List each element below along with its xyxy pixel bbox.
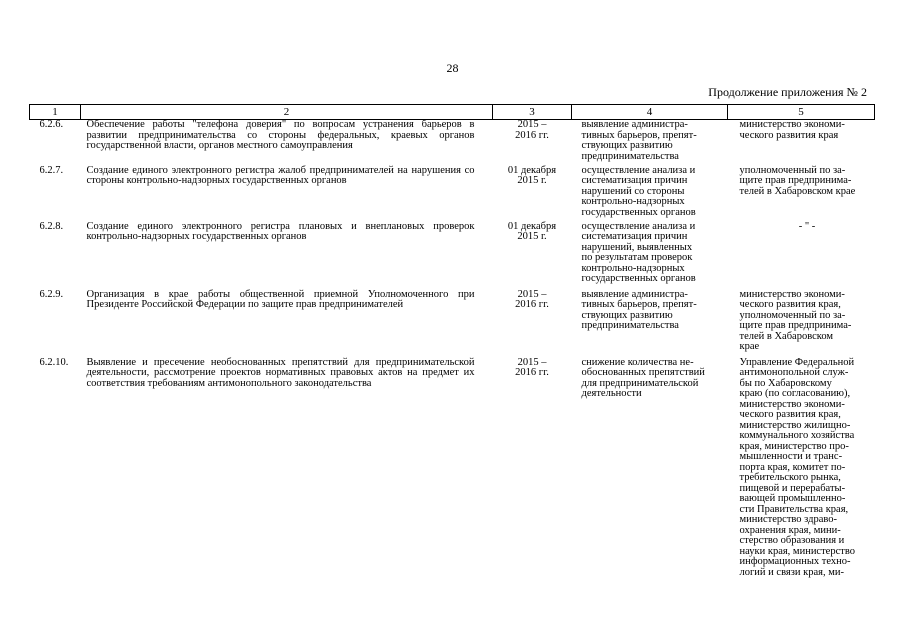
measure-term: [493, 222, 572, 290]
responsible-line: министерство экономи-: [739, 119, 845, 130]
table-row: [30, 358, 875, 598]
header-col-4: 4: [572, 105, 728, 120]
term-line: 2016 гг.: [515, 129, 549, 141]
measure-result: [572, 166, 728, 222]
responsible-line: вающей промышленно-: [739, 493, 846, 504]
responsible-line: антимонопольной служ-: [739, 367, 849, 378]
responsible-line: телей в Хабаровском крае: [739, 185, 856, 197]
table-row: [30, 290, 875, 358]
responsible-line: требительского рынка,: [739, 472, 841, 483]
responsible-line: логий и связи края, ми-: [739, 566, 844, 578]
responsible-line: информационных техно-: [739, 556, 851, 567]
term-line: 2015 –: [517, 288, 547, 300]
measure-description: Создание единого электронного регистра плановых и внеплановых проверок контрольно-надзорных государственных органов: [86, 220, 475, 242]
result-line: выявление администра-: [581, 288, 688, 300]
responsible-line: науки края, министерство: [739, 545, 855, 557]
responsible-line: стерство образования и: [739, 535, 845, 546]
responsible-line: мышленности и транс-: [739, 451, 843, 462]
responsible-line: министерство здраво-: [739, 514, 838, 525]
result-line: по результатам проверок: [581, 252, 693, 263]
measure-result: [572, 120, 728, 166]
measure-description: Создание единого электронного регистра жалоб предпринимателей на нарушения со стороны контрольно-надзорных государственных органов: [86, 164, 475, 186]
responsible-line: уполномоченный по за-: [739, 309, 846, 321]
term-line: 01 декабря: [507, 220, 557, 232]
row-number: 6.2.10.: [39, 356, 69, 368]
result-line: ствующих развитию: [581, 309, 673, 321]
responsible-line: бы по Хабаровскому: [739, 377, 832, 389]
result-line: тивных барьеров, препят-: [581, 129, 697, 141]
responsible-line: министерство жилищно-: [739, 419, 851, 431]
header-col-2: 2: [81, 105, 493, 120]
term-line: 01 декабря: [507, 164, 557, 176]
result-line: обоснованных препятствий: [581, 367, 705, 378]
responsible-line: министерство экономи-: [739, 288, 845, 300]
continuation-label: Продолжение приложения № 2: [708, 85, 867, 99]
result-line: нарушений со стороны: [581, 185, 685, 197]
table-row: [30, 120, 875, 166]
measure-responsible: [728, 358, 875, 598]
responsible-line: края, министерство про-: [739, 440, 849, 452]
responsible-line: охранения края, мини-: [739, 524, 841, 536]
row-number: 6.2.7.: [39, 164, 64, 176]
responsible-line: телей в Хабаровском: [739, 330, 834, 342]
responsible-line: щите прав предпринима-: [739, 320, 852, 331]
responsible-line: Управление Федеральной: [739, 356, 855, 368]
result-line: систематизация причин: [581, 175, 688, 186]
term-line: 2015 –: [517, 356, 547, 368]
result-line: предпринимательства: [581, 320, 679, 331]
measure-responsible: [728, 166, 875, 222]
measure-responsible: - " -: [798, 220, 816, 232]
result-line: снижение количества не-: [581, 356, 694, 368]
table-row: [30, 166, 875, 222]
row-number: 6.2.8.: [39, 220, 64, 232]
term-line: 2015 г.: [517, 175, 547, 186]
header-col-3: 3: [493, 105, 572, 120]
responsible-line: щите прав предпринима-: [739, 175, 852, 186]
responsible-line: ческого развития края: [739, 129, 839, 141]
table-row: [30, 222, 875, 290]
result-line: ствующих развитию: [581, 140, 673, 151]
result-line: тивных барьеров, препят-: [581, 299, 697, 310]
row-number: 6.2.6.: [39, 119, 64, 130]
measures-table: [29, 104, 875, 598]
measure-description: Выявление и пресечение необоснованных препятствий для предпринимательской деятельности, рассмотрение проектов нормативных правовых актов на предмет их соответствия требованиям антимонопольного законодательства: [86, 356, 475, 389]
responsible-line: краю (по согласованию),: [739, 388, 851, 399]
term-line: 2015 г.: [517, 231, 547, 242]
responsible-line: коммунального хозяйства: [739, 430, 855, 441]
measure-term: [493, 166, 572, 222]
page-number: 28: [446, 61, 459, 75]
measure-result: [572, 290, 728, 358]
result-line: контрольно-надзорных: [581, 196, 685, 207]
result-line: осуществление анализа и: [581, 220, 696, 232]
result-line: систематизация причин: [581, 231, 688, 242]
measure-responsible: [728, 120, 875, 166]
responsible-line: пищевой и перерабаты-: [739, 482, 846, 494]
result-line: деятельности: [581, 388, 642, 399]
header-col-5: 5: [728, 105, 875, 120]
term-line: 2015 –: [517, 119, 547, 130]
responsible-line: ческого развития края,: [739, 409, 841, 420]
responsible-line: сти Правительства края,: [739, 503, 849, 515]
result-line: нарушений, выявленных: [581, 241, 693, 253]
measure-term: [493, 120, 572, 166]
table-header-row: [30, 105, 875, 120]
result-line: государственных органов: [581, 273, 696, 284]
measure-description: Организация в крае работы общественной приемной Уполномоченного при Президенте Российской Федерации по защите прав предпринимателей: [86, 288, 475, 310]
result-line: для предпринимательской: [581, 377, 699, 389]
responsible-line: ческого развития края,: [739, 299, 841, 310]
result-line: государственных органов: [581, 206, 696, 218]
responsible-line: порта края, комитет по-: [739, 461, 846, 473]
result-line: контрольно-надзорных: [581, 262, 685, 274]
measure-term: [493, 290, 572, 358]
measure-term: [493, 358, 572, 598]
measure-result: [572, 358, 728, 598]
measure-result: [572, 222, 728, 290]
responsible-line: крае: [739, 341, 760, 352]
result-line: осуществление анализа и: [581, 164, 696, 176]
measure-responsible: [728, 290, 875, 358]
term-line: 2016 гг.: [515, 299, 549, 310]
measure-description: Обеспечение работы "телефона доверия" по вопросам устранения барьеров в развитии предпринимательства со стороны федеральных, краевых органов государственной власти, органов местного самоуправления: [86, 119, 475, 151]
result-line: выявление администра-: [581, 119, 688, 130]
header-col-1: 1: [30, 105, 81, 120]
responsible-line: уполномоченный по за-: [739, 164, 846, 176]
term-line: 2016 гг.: [515, 367, 549, 378]
row-number: 6.2.9.: [39, 288, 64, 300]
result-line: предпринимательства: [581, 150, 679, 162]
responsible-line: министерство экономи-: [739, 398, 845, 410]
